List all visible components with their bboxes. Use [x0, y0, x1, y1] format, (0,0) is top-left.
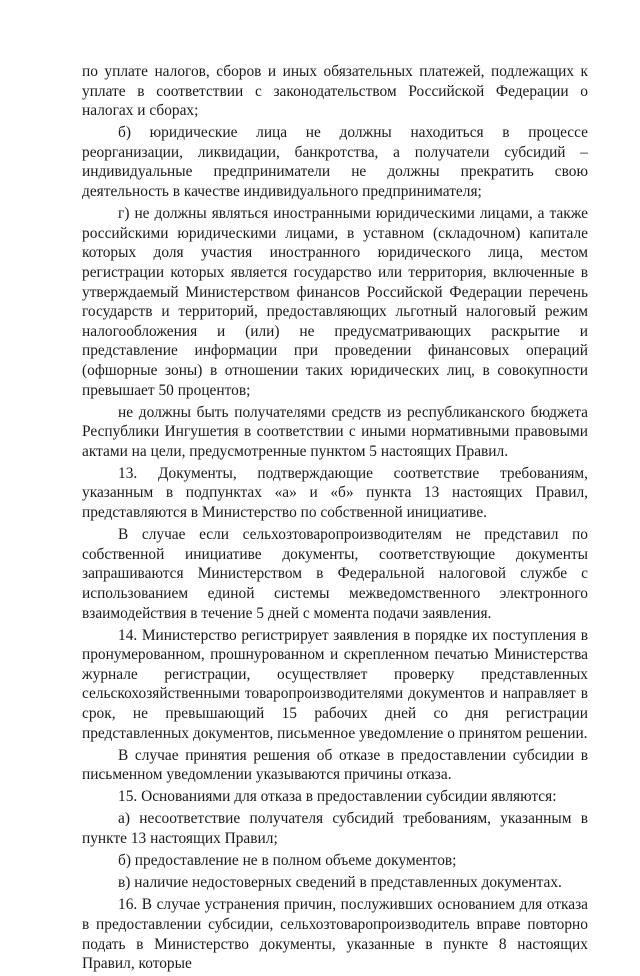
paragraph-continuation-tax: по уплате налогов, сборов и иных обязательных платежей, подлежащих к уплате в соответствии с законодательством Российской Федерации о налогах и сборах;	[82, 63, 588, 120]
paragraph-14-refusal-reasons: В случае принятия решения об отказе в предоставлении субсидии в письменном уведомлении указываются причины отказа.	[82, 746, 588, 784]
document-body	[82, 62, 588, 976]
paragraph-g-foreign-entities: г) не должны являться иностранными юридическими лицами, а также российскими юридическими лицами, в уставном (складочном) капитале которых доля участия иностранного юридического лица, местом регистрации которых является государство или территория, включенные в утверждаемый Министерством финансов Российской Федерации перечень государств и территорий, предоставляющих льготный налоговый режим налогообложения и (или) не предусматривающих раскрытие и представление информации при проведении финансовых операций (офшорные зоны) в отношении таких юридических лиц, в совокупности превышает 50 процентов;	[82, 205, 588, 399]
paragraph-13-documents: 13. Документы, подтверждающие соответствие требованиям, указанным в подпунктах «а» и «б» пункта 13 настоящих Правил, представляются в Министерство по собственной инициативе.	[82, 464, 588, 522]
paragraph-15-b: б) предоставление не в полном объеме документов;	[118, 852, 457, 870]
paragraph-b-reorganization: б) юридические лица не должны находиться в процессе реорганизации, ликвидации, банкротства, а получатели субсидий – индивидуальные предприниматели не должны прекратить свою деятельность в качестве индивидуального предпринимателя;	[82, 124, 588, 201]
paragraph-14-registration: 14. Министерство регистрирует заявления в порядке их поступления в пронумерованном, прошнурованном и скрепленном печатью Министерства журнале регистрации, осуществляет проверку представленных сельскохозяйственными товаропроизводителями документов и направляет в срок, не превышающий 15 рабочих дней со дня регистрации представленных документов, письменное уведомление о принятом решении.	[82, 626, 588, 742]
paragraph-budget-recipients: не должны быть получателями средств из республиканского бюджета Республики Ингушетия в соответствии с иными нормативными правовыми актами на цели, предусмотренные пунктом 5 настоящих Правил.	[82, 403, 588, 460]
paragraph-15-grounds: 15. Основаниями для отказа в предоставлении субсидии являются:	[118, 788, 557, 806]
paragraph-15-a: а) несоответствие получателя субсидий требованиям, указанным в пункте 13 настоящих Правил;	[82, 810, 588, 848]
paragraph-15-v: в) наличие недостоверных сведений в представленных документах.	[118, 874, 562, 892]
paragraph-16-resubmission: 16. В случае устранения причин, послуживших основанием для отказа в предоставлении субсидии, сельхозтоваропроизводитель вправе повторно подать в Министерство документы, указанные в пункте 8 настоящих Правил, которые	[82, 896, 588, 973]
paragraph-13-request: В случае если сельхозтоваропроизводителям не представил по собственной инициативе документы, соответствующие документы запрашиваются Министерством в Федеральной налоговой службе с использованием единой системы межведомственного электронного взаимодействия в течение 5 дней с момента подачи заявления.	[82, 526, 588, 622]
